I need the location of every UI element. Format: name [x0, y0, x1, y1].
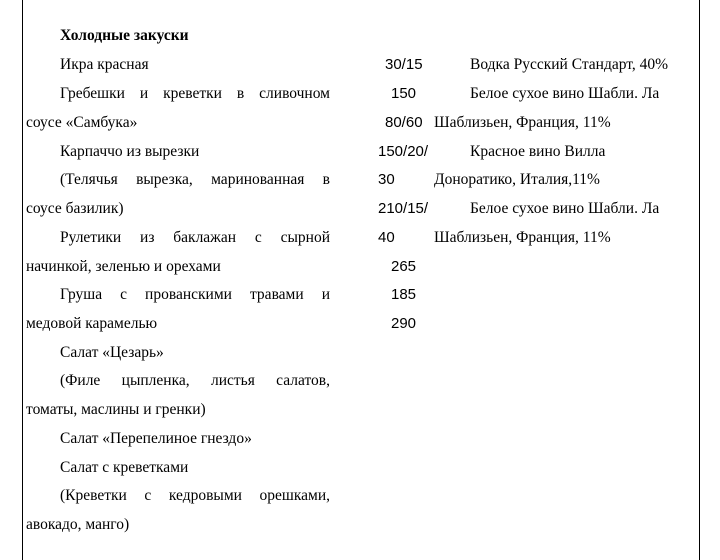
portion-value: 150	[391, 85, 417, 102]
drink-line: Белое сухое вино Шабли. Ла	[470, 200, 660, 217]
drink-line: Шаблизьен, Франция, 11%	[434, 114, 611, 131]
menu-line: Икра красная	[60, 56, 149, 73]
drink-line: Шаблизьен, Франция, 11%	[434, 229, 611, 246]
portion-value: 185	[391, 286, 417, 303]
menu-line: Гребешки и креветки в сливочном	[60, 85, 330, 102]
portion-value: 40	[378, 229, 395, 246]
portion-value: 290	[391, 315, 417, 332]
menu-line: (Телячья вырезка, маринованная в	[60, 171, 330, 188]
menu-line: (Креветки с кедровыми орешками,	[60, 487, 330, 504]
menu-line: медовой карамелью	[26, 315, 158, 332]
portion-value: 265	[391, 258, 417, 275]
menu-line: Салат «Перепелиное гнездо»	[60, 430, 252, 447]
drink-line: Белое сухое вино Шабли. Ла	[470, 85, 660, 102]
menu-line: Груша с прованскими травами и	[60, 286, 330, 303]
menu-line: Салат «Цезарь»	[60, 344, 164, 361]
menu-line: (Филе цыпленка, листья салатов,	[60, 372, 330, 389]
drink-line: Доноратико, Италия,11%	[434, 171, 600, 188]
drink-line: Водка Русский Стандарт, 40%	[470, 56, 669, 73]
portion-value: 30	[378, 171, 395, 188]
menu-line: Салат с креветками	[60, 459, 189, 476]
portion-value: 80/60	[385, 114, 423, 131]
section-title: Холодные закуски	[60, 27, 189, 44]
menu-line: авокадо, манго)	[26, 516, 130, 533]
portion-value: 30/15	[385, 56, 423, 73]
menu-line: Карпаччо из вырезки	[60, 143, 200, 160]
portion-value: 150/20/	[378, 143, 429, 160]
menu-line: Рулетики из баклажан с сырной	[60, 229, 330, 246]
menu-line: томаты, маслины и гренки)	[26, 401, 206, 418]
menu-line: соусе «Самбука»	[26, 114, 138, 131]
portion-value: 210/15/	[378, 200, 429, 217]
menu-line: соусе базилик)	[26, 200, 124, 217]
drink-line: Красное вино Вилла	[470, 143, 606, 160]
menu-line: начинкой, зеленью и орехами	[26, 258, 221, 275]
